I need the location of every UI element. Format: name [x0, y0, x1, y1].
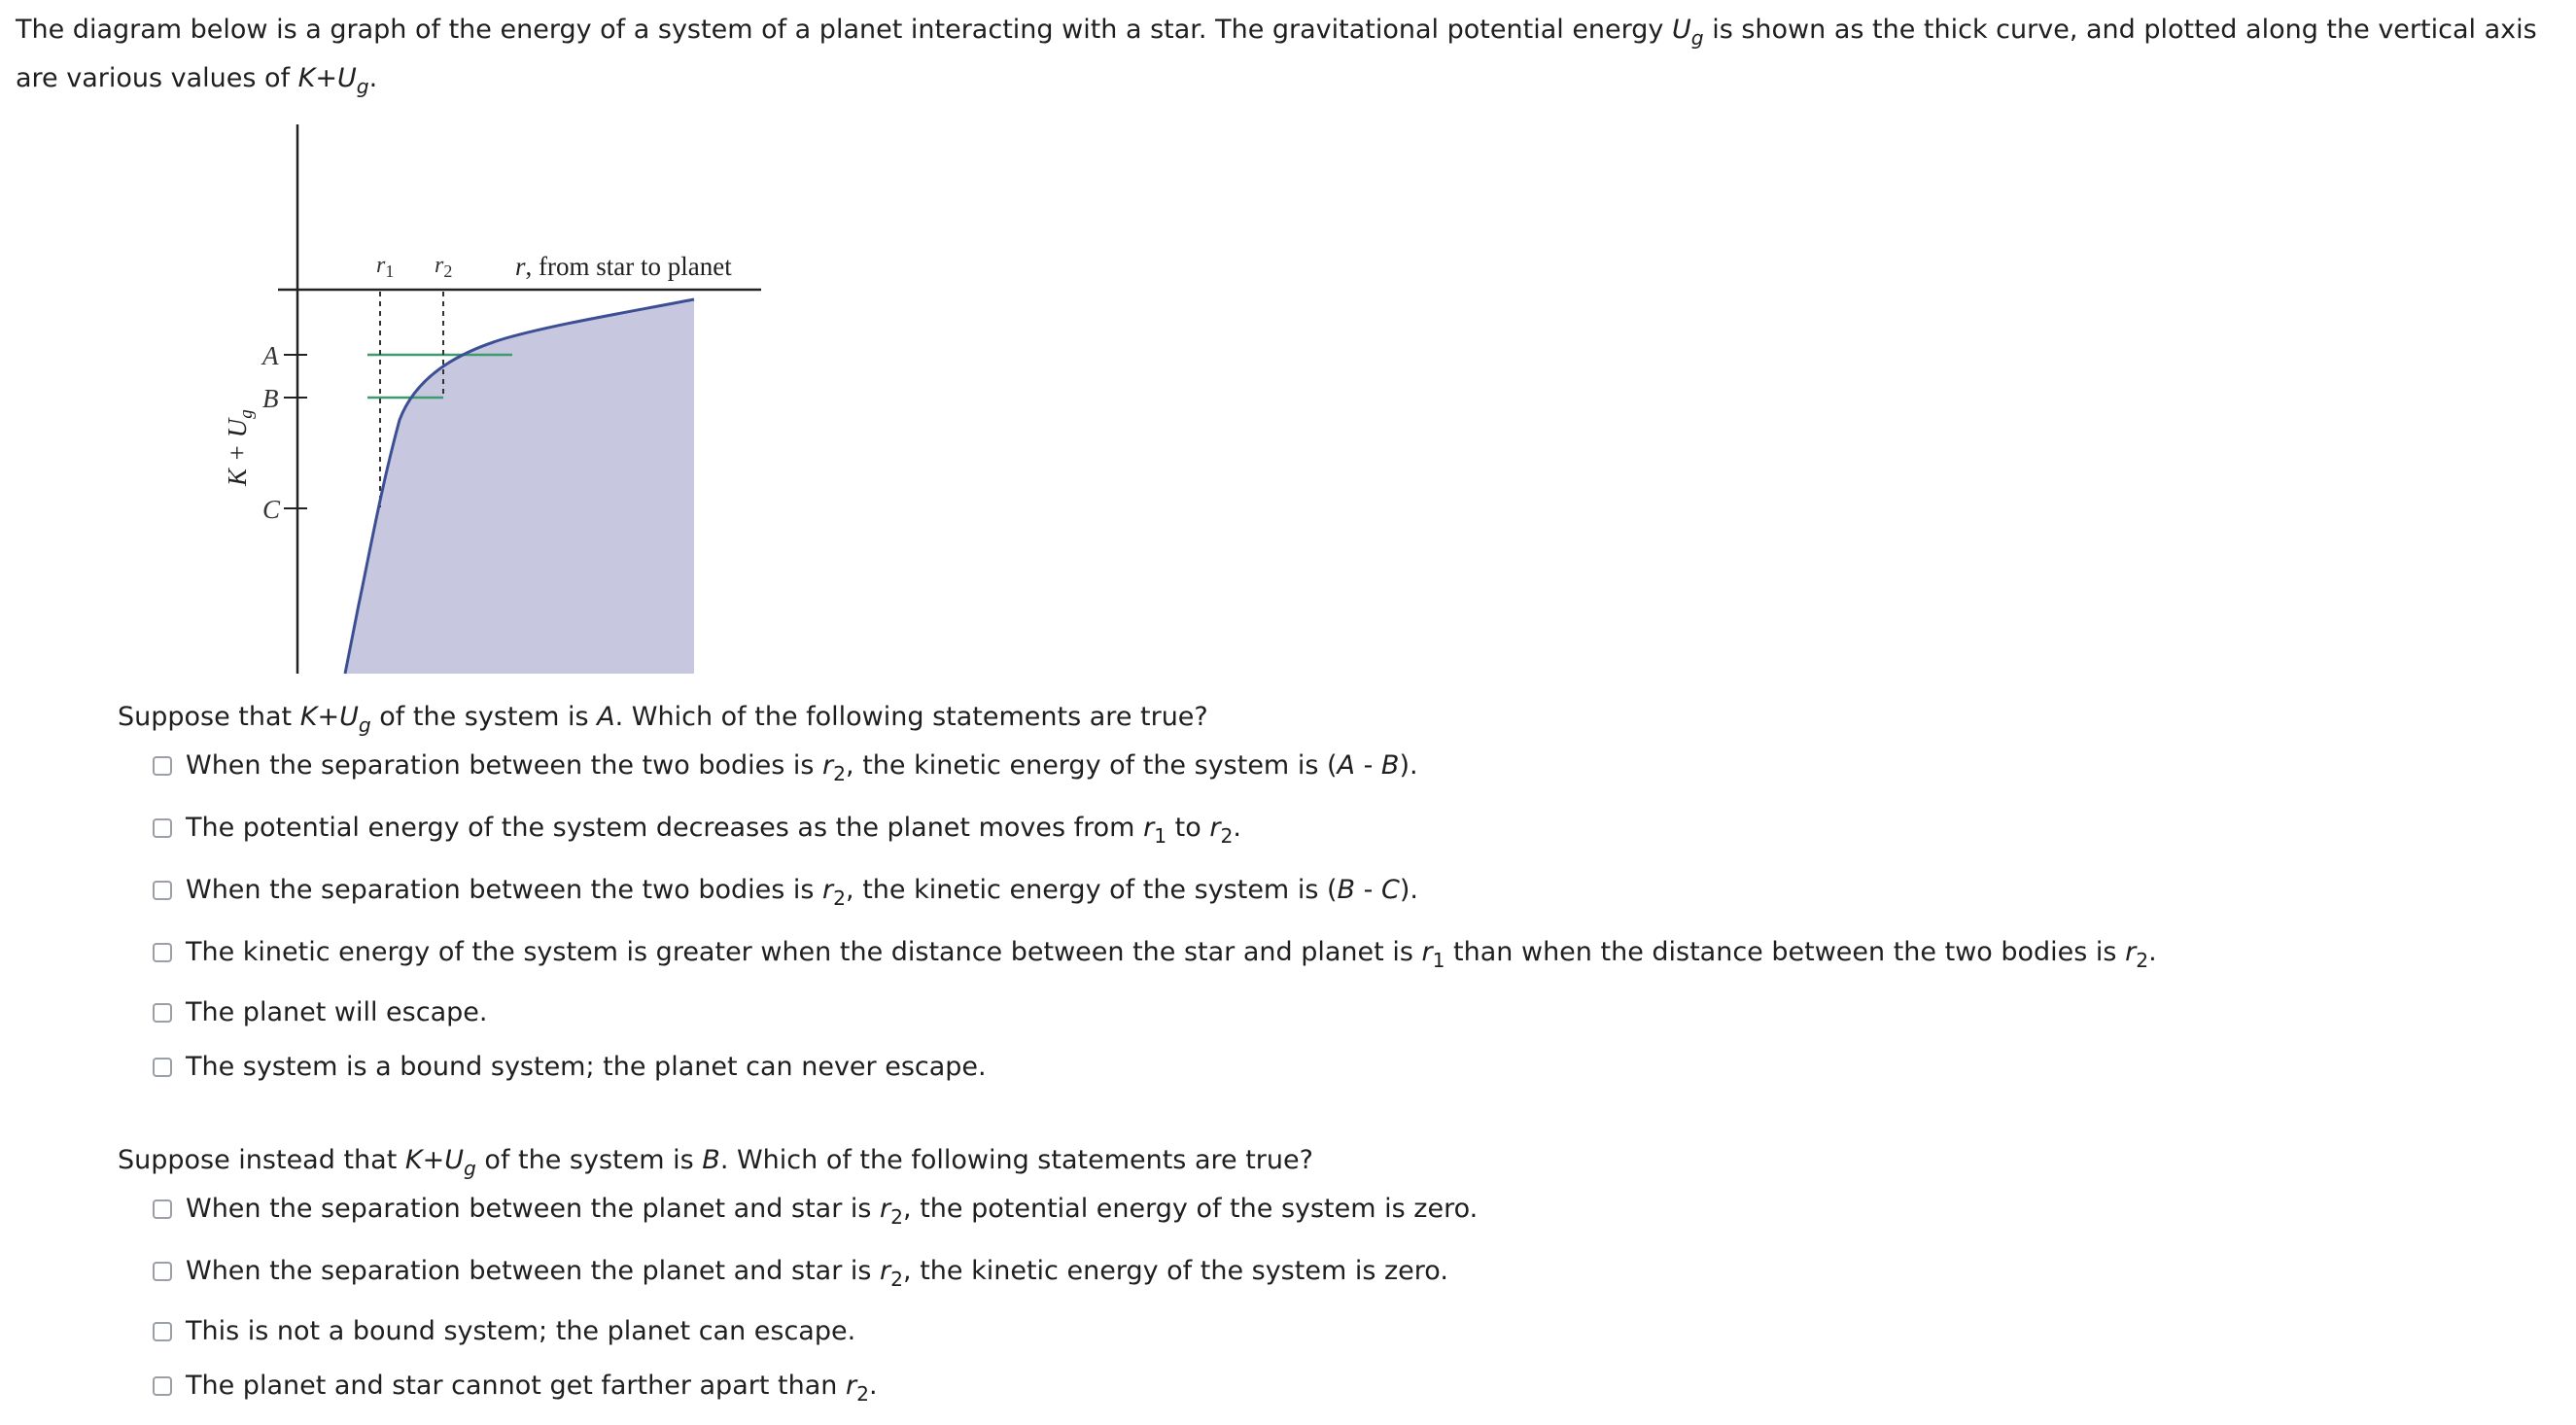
- intro-ug-symbol-2: U: [337, 63, 357, 93]
- energy-diagram: [194, 117, 817, 680]
- checkbox[interactable]: [153, 756, 172, 776]
- intro-ug-subscript-2: g: [356, 75, 369, 99]
- checkbox[interactable]: [153, 881, 172, 900]
- option-label: The planet will escape.: [186, 997, 488, 1027]
- intro-period: .: [368, 63, 378, 93]
- checkbox[interactable]: [153, 1322, 172, 1341]
- q2-option-3[interactable]: [153, 1314, 855, 1349]
- q2-k: K: [404, 1145, 423, 1175]
- q1-option-1[interactable]: [153, 748, 1418, 786]
- option-label: When the separation between the two bodies is $r_2$, the kinetic energy of the system is (A - B).: [186, 750, 1418, 786]
- checkbox[interactable]: [153, 1003, 172, 1023]
- tick-label-c: C: [262, 495, 281, 524]
- q2-mid: of the system is: [475, 1145, 703, 1175]
- q2-option-4[interactable]: [153, 1369, 878, 1407]
- q2-suffix: . Which of the following statements are true?: [719, 1145, 1313, 1175]
- q1-option-6[interactable]: [153, 1050, 987, 1085]
- checkbox[interactable]: [153, 1376, 172, 1396]
- tick-label-a: A: [262, 341, 279, 370]
- intro-plus: +: [315, 63, 338, 93]
- q2-plus: +: [422, 1145, 445, 1175]
- q1-option-5[interactable]: [153, 995, 487, 1030]
- option-label: When the separation between the planet and star is $r_2$, the kinetic energy of the system is zero.: [186, 1256, 1448, 1292]
- q2-option-1[interactable]: [153, 1192, 1479, 1230]
- intro-text-1: The diagram below is a graph of the energy of a system of a planet interacting with a star. The gravitational potential energy: [16, 15, 1672, 45]
- q2-value: B: [702, 1145, 720, 1175]
- intro-ug-subscript: g: [1690, 26, 1704, 51]
- q2-ug: U: [444, 1145, 464, 1175]
- x-axis-label: r, from star to planet: [515, 252, 732, 281]
- q1-ug-sub: g: [358, 713, 371, 738]
- q1-option-4[interactable]: [153, 935, 2157, 973]
- q2-prefix: Suppose instead that: [118, 1145, 405, 1175]
- q1-option-3[interactable]: [153, 873, 1418, 911]
- q1-k: K: [299, 702, 318, 732]
- q2-option-2[interactable]: [153, 1254, 1448, 1292]
- q1-plus: +: [317, 702, 340, 732]
- question-2-prompt: [118, 1143, 1313, 1181]
- intro-k-symbol: K: [297, 63, 316, 93]
- q1-prefix: Suppose that: [118, 702, 300, 732]
- checkbox[interactable]: [153, 1199, 172, 1219]
- q1-value: A: [597, 702, 615, 732]
- option-label: The potential energy of the system decreases as the planet moves from $r_1$ to $r_2$.: [186, 813, 1241, 849]
- q2-ug-sub: g: [463, 1157, 476, 1181]
- checkbox[interactable]: [153, 1058, 172, 1077]
- question-1-prompt: [118, 700, 1208, 738]
- r2-label: $r_2$: [435, 253, 453, 281]
- r1-label: $r_1$: [376, 253, 395, 281]
- q1-ug: U: [339, 702, 359, 732]
- q1-suffix: . Which of the following statements are true?: [614, 702, 1208, 732]
- option-label: The planet and star cannot get farther apart than $r_2$.: [186, 1371, 878, 1407]
- y-axis-label: $K + U_g$: [223, 409, 257, 486]
- checkbox[interactable]: [153, 1262, 172, 1281]
- option-label: When the separation between the planet and star is $r_2$, the potential energy of the system is zero.: [186, 1194, 1479, 1230]
- intro-ug-symbol: U: [1671, 15, 1691, 45]
- tick-label-b: B: [262, 384, 279, 413]
- option-label: The kinetic energy of the system is greater when the distance between the star and planet is $r_1$ than when the distance between the two bodies is $r_2$.: [186, 937, 2157, 973]
- option-label: The system is a bound system; the planet can never escape.: [186, 1052, 987, 1082]
- checkbox[interactable]: [153, 943, 172, 962]
- q1-mid: of the system is: [370, 702, 598, 732]
- intro-text-2: is shown as the thick curve, and plotted along the vertical axis are various values of: [16, 15, 2537, 93]
- intro-paragraph: [16, 6, 2553, 103]
- checkbox[interactable]: [153, 818, 172, 838]
- q1-option-2[interactable]: [153, 811, 1241, 849]
- option-label: This is not a bound system; the planet can escape.: [186, 1316, 856, 1346]
- option-label: When the separation between the two bodies is $r_2$, the kinetic energy of the system is (B - C).: [186, 875, 1418, 911]
